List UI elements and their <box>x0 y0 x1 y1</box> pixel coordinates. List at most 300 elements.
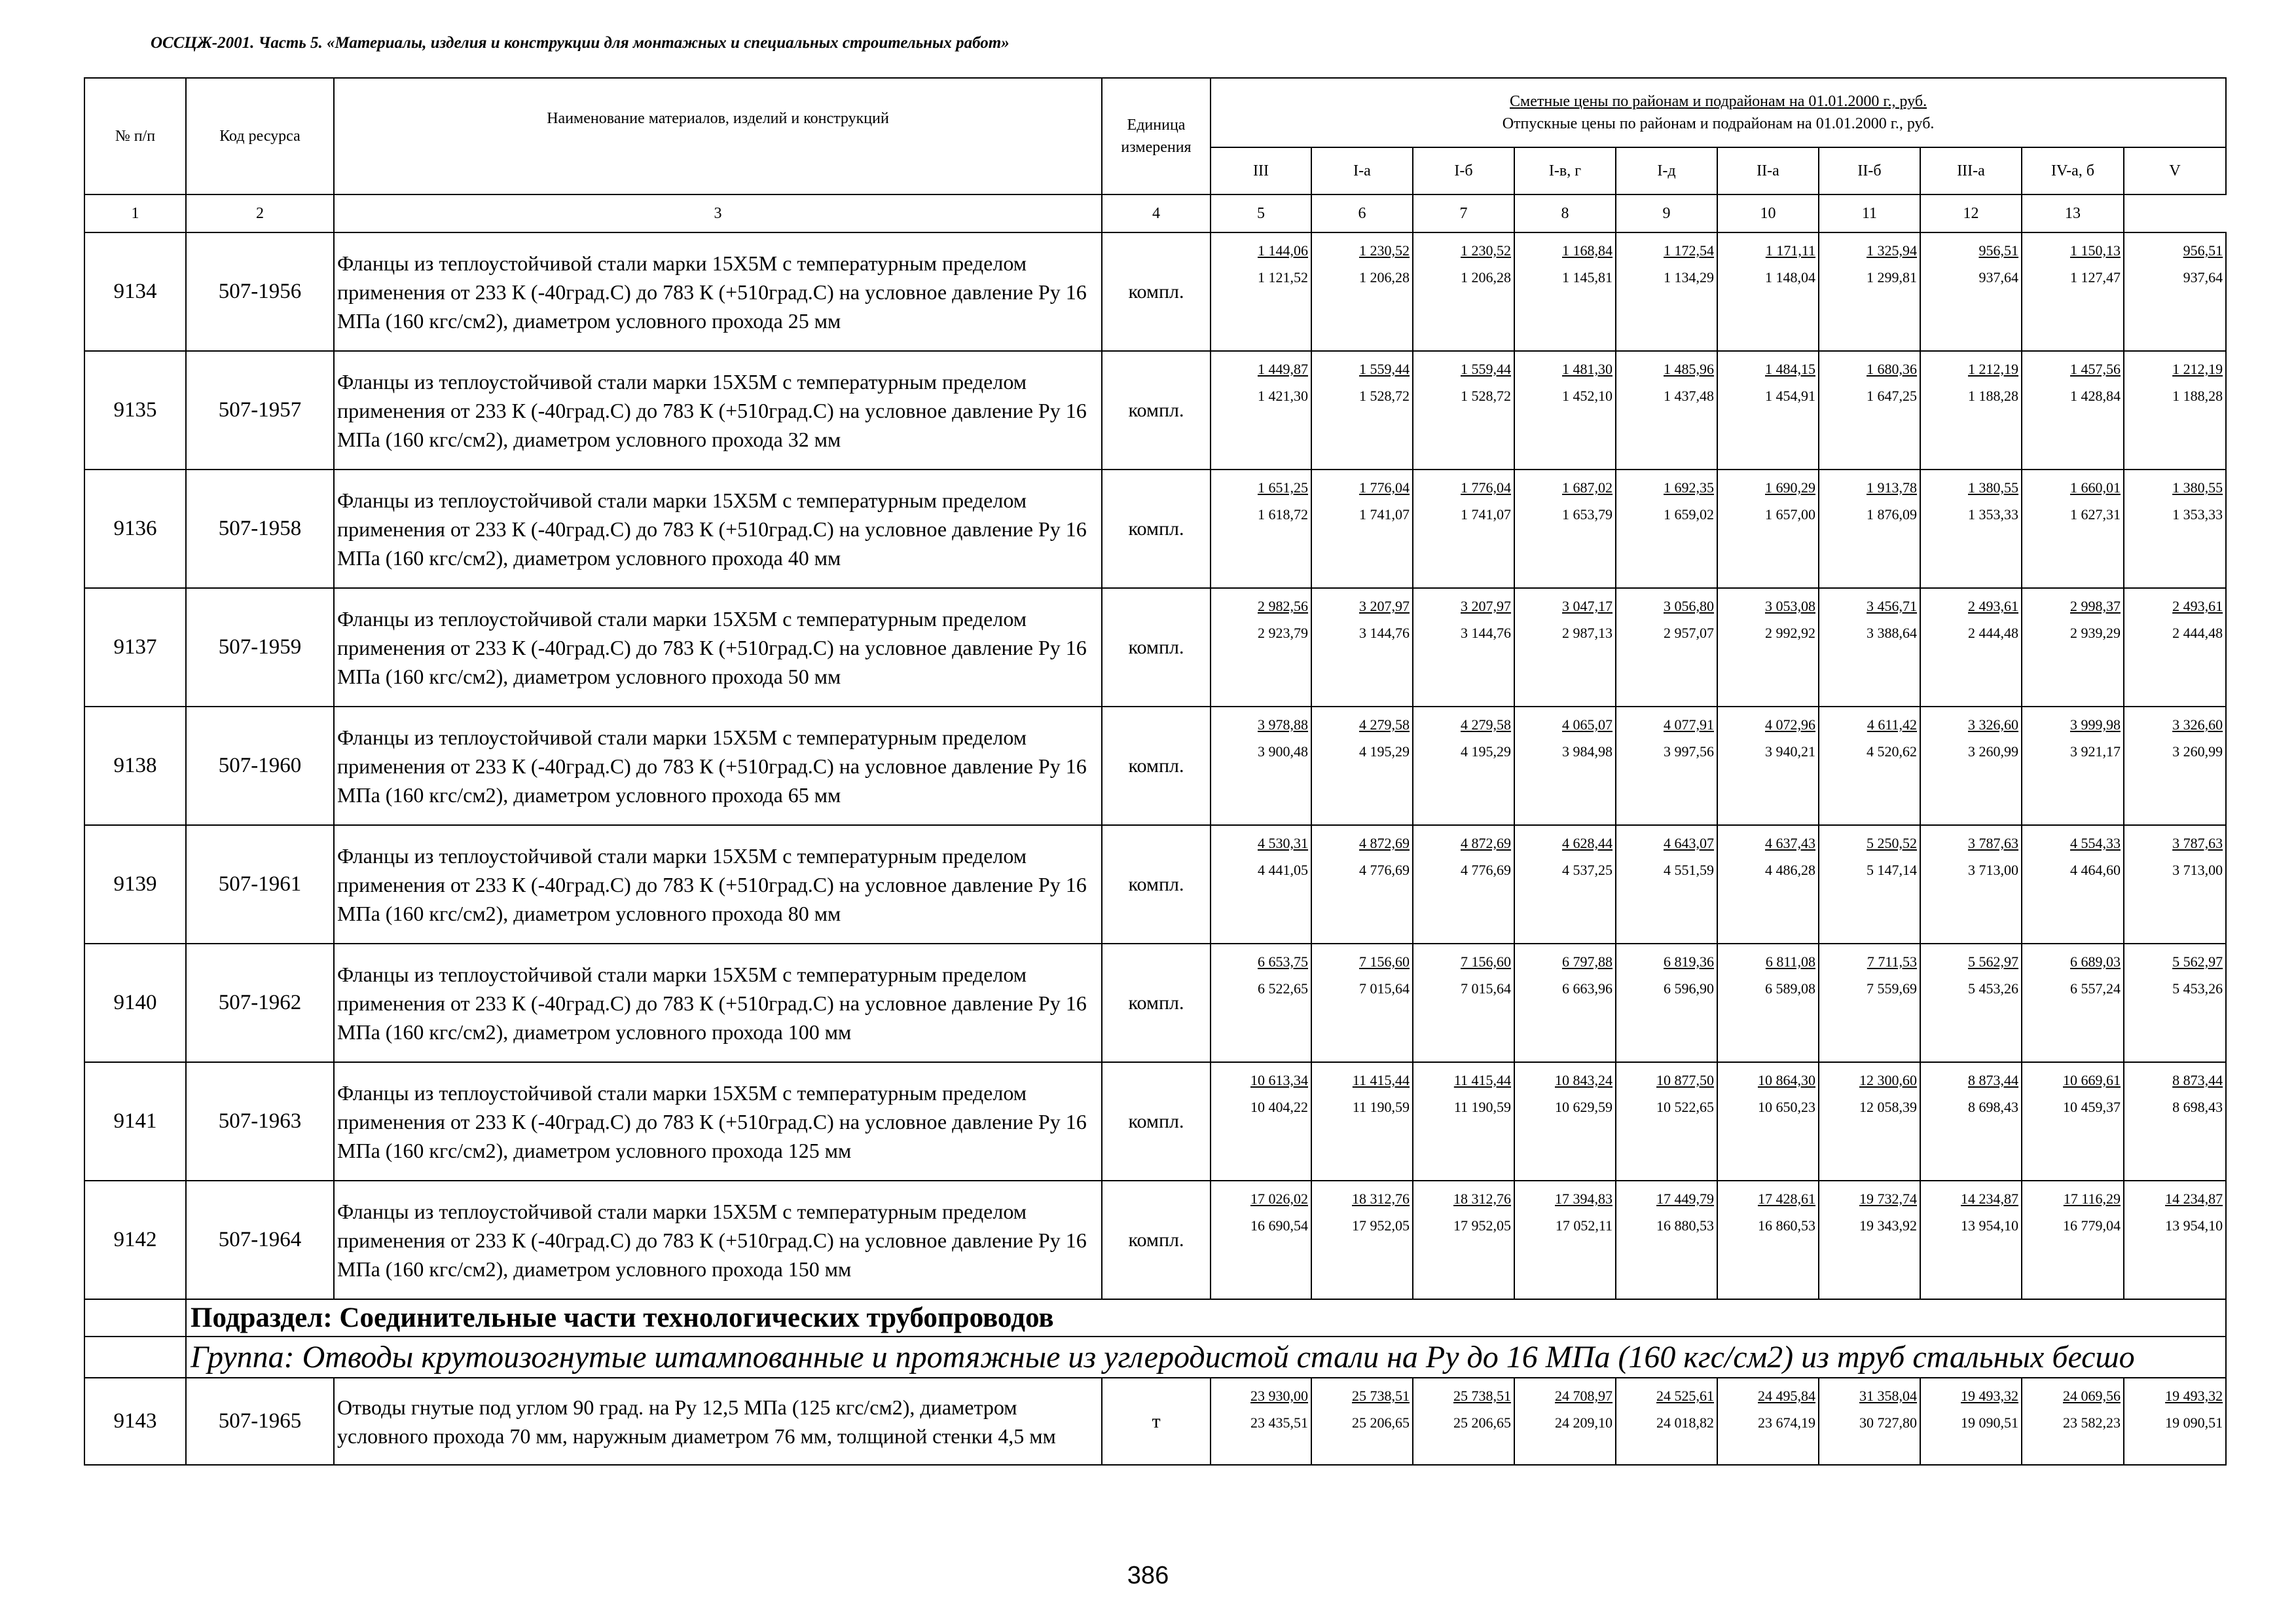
estimate-price: 1 485,96 <box>1664 361 1714 377</box>
column-number: 10 <box>1717 194 1819 232</box>
estimate-price: 1 449,87 <box>1258 361 1308 377</box>
price-cell <box>2022 1062 2124 1181</box>
release-price: 1 437,48 <box>1664 388 1714 404</box>
column-number-row <box>84 194 2226 232</box>
release-price: 10 522,65 <box>1656 1099 1714 1115</box>
price-cell <box>1616 1181 1717 1299</box>
release-price: 13 954,10 <box>2165 1217 2223 1234</box>
price-cell <box>1413 944 1514 1062</box>
price-cell <box>1211 351 1311 470</box>
item-name: Фланцы из теплоустойчивой стали марки 15Х5М с температурным пределом применения от 233 К (-40град.С) до 783 К (+510град.С) на условное давление Ру 16 МПа (160 кгс/см2), диаметром условного прохода 65 мм <box>334 707 1102 825</box>
resource-code: 507-1960 <box>186 707 334 825</box>
release-price: 937,64 <box>1978 269 2018 286</box>
release-price: 8 698,43 <box>1968 1099 2018 1115</box>
item-name: Фланцы из теплоустойчивой стали марки 15Х5М с температурным пределом применения от 233 К (-40град.С) до 783 К (+510град.С) на условное давление Ру 16 МПа (160 кгс/см2), диаметром условного прохода 32 мм <box>334 351 1102 470</box>
resource-code: 507-1961 <box>186 825 334 944</box>
estimate-price: 1 168,84 <box>1562 242 1613 259</box>
estimate-price: 1 680,36 <box>1867 361 1917 377</box>
header-code: Код ресурса <box>186 78 334 194</box>
estimate-price: 1 172,54 <box>1664 242 1714 259</box>
release-price: 937,64 <box>2183 269 2223 286</box>
release-price: 17 052,11 <box>1555 1217 1613 1234</box>
release-price: 1 353,33 <box>1968 506 2018 523</box>
item-name: Отводы гнутые под углом 90 град. на Ру 12,5 МПа (125 кгс/см2), диаметром условного прохода 70 мм, наружным диаметром 76 мм, толщиной стенки 4,5 мм <box>334 1378 1102 1465</box>
release-price: 4 776,69 <box>1461 862 1511 878</box>
header-num: № п/п <box>84 78 186 194</box>
release-price: 4 776,69 <box>1359 862 1410 878</box>
release-price: 24 209,10 <box>1555 1414 1613 1431</box>
estimate-price: 5 250,52 <box>1867 835 1917 851</box>
estimate-price: 1 325,94 <box>1867 242 1917 259</box>
estimate-price: 1 559,44 <box>1461 361 1511 377</box>
estimate-price: 1 687,02 <box>1562 479 1613 496</box>
release-price: 4 464,60 <box>2070 862 2121 878</box>
table-row <box>84 707 2226 825</box>
release-price: 1 145,81 <box>1562 269 1613 286</box>
column-number: 4 <box>1102 194 1211 232</box>
estimate-price: 11 415,44 <box>1352 1072 1410 1088</box>
estimate-price: 1 150,13 <box>2070 242 2121 259</box>
unit: компл. <box>1102 707 1211 825</box>
release-price: 19 090,51 <box>1961 1414 2018 1431</box>
release-price: 6 663,96 <box>1562 980 1613 997</box>
price-cell <box>1413 470 1514 588</box>
price-cell <box>1616 470 1717 588</box>
estimate-price: 1 457,56 <box>2070 361 2121 377</box>
price-cell <box>1413 351 1514 470</box>
price-table <box>84 77 2227 1466</box>
estimate-price: 1 230,52 <box>1359 242 1410 259</box>
estimate-price: 6 689,03 <box>2070 953 2121 970</box>
column-number: 5 <box>1211 194 1311 232</box>
price-cell <box>1920 588 2022 707</box>
price-cell <box>1211 470 1311 588</box>
release-price: 5 453,26 <box>2172 980 2223 997</box>
price-cell <box>1514 707 1616 825</box>
price-cell <box>1514 825 1616 944</box>
release-price: 4 520,62 <box>1867 743 1917 760</box>
release-price: 10 629,59 <box>1555 1099 1613 1115</box>
price-cell <box>2124 1378 2226 1465</box>
region-header: I-а <box>1311 147 1413 194</box>
estimate-price: 24 069,56 <box>2063 1388 2121 1404</box>
price-cell <box>1819 1062 1920 1181</box>
estimate-price: 1 913,78 <box>1867 479 1917 496</box>
estimate-price: 4 872,69 <box>1461 835 1511 851</box>
price-cell <box>1514 944 1616 1062</box>
price-cell <box>1819 588 1920 707</box>
unit: компл. <box>1102 351 1211 470</box>
estimate-price: 3 326,60 <box>1968 716 2018 733</box>
price-cell <box>1717 588 1819 707</box>
release-price: 10 650,23 <box>1758 1099 1815 1115</box>
estimate-price: 956,51 <box>1978 242 2018 259</box>
estimate-price: 19 493,32 <box>2165 1388 2223 1404</box>
release-price: 3 713,00 <box>2172 862 2223 878</box>
price-cell <box>1211 1378 1311 1465</box>
release-price: 10 404,22 <box>1250 1099 1308 1115</box>
estimate-price: 23 930,00 <box>1250 1388 1308 1404</box>
estimate-price: 24 495,84 <box>1758 1388 1815 1404</box>
release-price: 4 551,59 <box>1664 862 1714 878</box>
column-number: 13 <box>2022 194 2124 232</box>
column-number: 2 <box>186 194 334 232</box>
unit: компл. <box>1102 470 1211 588</box>
release-price: 4 486,28 <box>1765 862 1815 878</box>
estimate-price: 24 525,61 <box>1656 1388 1714 1404</box>
release-price: 23 435,51 <box>1250 1414 1308 1431</box>
price-cell <box>1413 1062 1514 1181</box>
subsection-spacer <box>84 1299 186 1337</box>
price-cell <box>1514 351 1616 470</box>
release-price: 2 923,79 <box>1258 625 1308 641</box>
estimate-price: 4 611,42 <box>1867 716 1917 733</box>
estimate-price: 17 026,02 <box>1250 1190 1308 1207</box>
estimate-price: 14 234,87 <box>2165 1190 2223 1207</box>
price-cell <box>1920 351 2022 470</box>
region-header: I-в, г <box>1514 147 1616 194</box>
release-price: 12 058,39 <box>1859 1099 1917 1115</box>
price-cell <box>1413 707 1514 825</box>
estimate-price: 6 797,88 <box>1562 953 1613 970</box>
price-cell <box>1211 1062 1311 1181</box>
release-price: 11 190,59 <box>1453 1099 1511 1115</box>
price-cell <box>2022 1378 2124 1465</box>
price-cell <box>1211 232 1311 351</box>
price-cell <box>2124 470 2226 588</box>
region-header: III-а <box>1920 147 2022 194</box>
estimate-price: 3 978,88 <box>1258 716 1308 733</box>
estimate-price: 17 449,79 <box>1656 1190 1714 1207</box>
item-name: Фланцы из теплоустойчивой стали марки 15Х5М с температурным пределом применения от 233 К (-40град.С) до 783 К (+510град.С) на условное давление Ру 16 МПа (160 кгс/см2), диаметром условного прохода 150 мм <box>334 1181 1102 1299</box>
price-cell <box>1311 588 1413 707</box>
table-row <box>84 1378 2226 1465</box>
release-price: 5 147,14 <box>1867 862 1917 878</box>
group-spacer <box>84 1337 186 1378</box>
price-cell <box>1514 1181 1616 1299</box>
price-cell <box>1920 1181 2022 1299</box>
region-header: II-б <box>1819 147 1920 194</box>
estimate-price: 1 380,55 <box>1968 479 2018 496</box>
header-prices <box>1211 78 2226 147</box>
estimate-price: 10 669,61 <box>2063 1072 2121 1088</box>
release-price: 3 388,64 <box>1867 625 1917 641</box>
release-price: 1 428,84 <box>2070 388 2121 404</box>
region-header: V <box>2124 147 2226 194</box>
column-number: 8 <box>1514 194 1616 232</box>
estimate-price: 6 811,08 <box>1765 953 1815 970</box>
subsection-row <box>84 1299 2226 1337</box>
price-cell <box>1616 825 1717 944</box>
estimate-price: 6 819,36 <box>1664 953 1714 970</box>
item-name: Фланцы из теплоустойчивой стали марки 15Х5М с температурным пределом применения от 233 К (-40град.С) до 783 К (+510град.С) на условное давление Ру 16 МПа (160 кгс/см2), диаметром условного прохода 80 мм <box>334 825 1102 944</box>
price-cell <box>2124 944 2226 1062</box>
table-row <box>84 1062 2226 1181</box>
price-cell <box>1920 232 2022 351</box>
release-price: 1 454,91 <box>1765 388 1815 404</box>
price-cell <box>1413 1181 1514 1299</box>
estimate-price: 3 207,97 <box>1461 598 1511 614</box>
estimate-price: 17 394,83 <box>1555 1190 1613 1207</box>
resource-code: 507-1962 <box>186 944 334 1062</box>
estimate-price: 1 171,11 <box>1765 242 1815 259</box>
unit: т <box>1102 1378 1211 1465</box>
release-price: 3 984,98 <box>1562 743 1613 760</box>
estimate-price: 11 415,44 <box>1453 1072 1511 1088</box>
estimate-price: 7 156,60 <box>1359 953 1410 970</box>
estimate-price: 1 144,06 <box>1258 242 1308 259</box>
release-price: 17 952,05 <box>1453 1217 1511 1234</box>
estimate-price: 24 708,97 <box>1555 1388 1613 1404</box>
release-price: 6 522,65 <box>1258 980 1308 997</box>
release-price: 2 987,13 <box>1562 625 1613 641</box>
release-price: 3 900,48 <box>1258 743 1308 760</box>
estimate-price: 956,51 <box>2183 242 2223 259</box>
price-cell <box>1413 588 1514 707</box>
estimate-price: 3 207,97 <box>1359 598 1410 614</box>
price-cell <box>1311 707 1413 825</box>
region-header: I-б <box>1413 147 1514 194</box>
estimate-price: 4 872,69 <box>1359 835 1410 851</box>
release-price: 4 195,29 <box>1359 743 1410 760</box>
price-cell <box>1311 470 1413 588</box>
release-price: 1 188,28 <box>2172 388 2223 404</box>
price-cell <box>2022 232 2124 351</box>
price-cell <box>1717 470 1819 588</box>
table-row <box>84 1181 2226 1299</box>
unit: компл. <box>1102 1181 1211 1299</box>
row-number: 9141 <box>84 1062 186 1181</box>
region-header: II-а <box>1717 147 1819 194</box>
page-number: 386 <box>1127 1562 1169 1589</box>
price-cell <box>2022 944 2124 1062</box>
release-price: 19 343,92 <box>1859 1217 1917 1234</box>
resource-code: 507-1958 <box>186 470 334 588</box>
price-cell <box>1211 707 1311 825</box>
column-number: 11 <box>1819 194 1920 232</box>
release-price: 3 144,76 <box>1359 625 1410 641</box>
price-cell <box>1311 944 1413 1062</box>
release-price: 3 997,56 <box>1664 743 1714 760</box>
release-price: 1 647,25 <box>1867 388 1917 404</box>
release-price: 8 698,43 <box>2172 1099 2223 1115</box>
estimate-price: 3 326,60 <box>2172 716 2223 733</box>
release-price: 2 939,29 <box>2070 625 2121 641</box>
price-cell <box>1311 1378 1413 1465</box>
release-price: 1 299,81 <box>1867 269 1917 286</box>
price-cell <box>1514 470 1616 588</box>
release-price: 1 452,10 <box>1562 388 1613 404</box>
price-cell <box>2124 825 2226 944</box>
release-price: 1 127,47 <box>2070 269 2121 286</box>
column-number: 12 <box>1920 194 2022 232</box>
header-estimate-prices: Сметные цены по районам и подрайонам на 01.01.2000 г., руб. <box>1510 93 1927 110</box>
price-cell <box>1514 588 1616 707</box>
resource-code: 507-1959 <box>186 588 334 707</box>
estimate-price: 8 873,44 <box>2172 1072 2223 1088</box>
unit: компл. <box>1102 825 1211 944</box>
estimate-price: 1 776,04 <box>1461 479 1511 496</box>
estimate-price: 10 613,34 <box>1250 1072 1308 1088</box>
column-number: 7 <box>1413 194 1514 232</box>
price-cell <box>1311 351 1413 470</box>
price-cell <box>1616 944 1717 1062</box>
price-cell <box>2124 1062 2226 1181</box>
price-cell <box>1311 232 1413 351</box>
price-cell <box>1819 707 1920 825</box>
item-name: Фланцы из теплоустойчивой стали марки 15Х5М с температурным пределом применения от 233 К (-40град.С) до 783 К (+510град.С) на условное давление Ру 16 МПа (160 кгс/см2), диаметром условного прохода 25 мм <box>334 232 1102 351</box>
estimate-price: 12 300,60 <box>1859 1072 1917 1088</box>
estimate-price: 1 559,44 <box>1359 361 1410 377</box>
price-cell <box>1616 1062 1717 1181</box>
price-cell <box>2022 825 2124 944</box>
release-price: 25 206,65 <box>1352 1414 1410 1431</box>
table-row <box>84 470 2226 588</box>
release-price: 3 921,17 <box>2070 743 2121 760</box>
release-price: 6 557,24 <box>2070 980 2121 997</box>
release-price: 2 444,48 <box>2172 625 2223 641</box>
unit: компл. <box>1102 1062 1211 1181</box>
estimate-price: 4 643,07 <box>1664 835 1714 851</box>
estimate-price: 3 787,63 <box>2172 835 2223 851</box>
release-price: 24 018,82 <box>1656 1414 1714 1431</box>
row-number: 9143 <box>84 1378 186 1465</box>
estimate-price: 4 077,91 <box>1664 716 1714 733</box>
release-price: 1 627,31 <box>2070 506 2121 523</box>
price-cell <box>1616 1378 1717 1465</box>
price-cell <box>1211 1181 1311 1299</box>
price-cell <box>2022 351 2124 470</box>
region-header: IV-а, б <box>2022 147 2124 194</box>
price-cell <box>1413 1378 1514 1465</box>
header-name: Наименование материалов, изделий и конструкций <box>334 78 1102 194</box>
resource-code: 507-1963 <box>186 1062 334 1181</box>
price-cell <box>1717 232 1819 351</box>
release-price: 7 559,69 <box>1867 980 1917 997</box>
price-cell <box>2124 588 2226 707</box>
estimate-price: 1 230,52 <box>1461 242 1511 259</box>
release-price: 3 260,99 <box>1968 743 2018 760</box>
price-cell <box>1920 944 2022 1062</box>
release-price: 1 528,72 <box>1359 388 1410 404</box>
item-name: Фланцы из теплоустойчивой стали марки 15Х5М с температурным пределом применения от 233 К (-40град.С) до 783 К (+510град.С) на условное давление Ру 16 МПа (160 кгс/см2), диаметром условного прохода 40 мм <box>334 470 1102 588</box>
price-cell <box>1616 588 1717 707</box>
estimate-price: 31 358,04 <box>1859 1388 1917 1404</box>
estimate-price: 1 484,15 <box>1765 361 1815 377</box>
price-cell <box>1616 351 1717 470</box>
estimate-price: 4 530,31 <box>1258 835 1308 851</box>
release-price: 3 144,76 <box>1461 625 1511 641</box>
price-cell <box>2022 470 2124 588</box>
release-price: 1 659,02 <box>1664 506 1714 523</box>
estimate-price: 7 711,53 <box>1867 953 1917 970</box>
estimate-price: 18 312,76 <box>1453 1190 1511 1207</box>
price-cell <box>1717 351 1819 470</box>
region-header: III <box>1211 147 1311 194</box>
release-price: 4 537,25 <box>1562 862 1613 878</box>
estimate-price: 10 843,24 <box>1555 1072 1613 1088</box>
release-price: 2 444,48 <box>1968 625 2018 641</box>
price-cell <box>1616 232 1717 351</box>
price-cell <box>2124 351 2226 470</box>
estimate-price: 4 279,58 <box>1359 716 1410 733</box>
release-price: 13 954,10 <box>1961 1217 2018 1234</box>
estimate-price: 6 653,75 <box>1258 953 1308 970</box>
price-cell <box>1920 470 2022 588</box>
release-price: 1 206,28 <box>1359 269 1410 286</box>
estimate-price: 10 864,30 <box>1758 1072 1815 1088</box>
release-price: 3 260,99 <box>2172 743 2223 760</box>
price-cell <box>1920 707 2022 825</box>
row-number: 9134 <box>84 232 186 351</box>
unit: компл. <box>1102 588 1211 707</box>
estimate-price: 4 279,58 <box>1461 716 1511 733</box>
estimate-price: 19 493,32 <box>1961 1388 2018 1404</box>
release-price: 1 148,04 <box>1765 269 1815 286</box>
release-price: 10 459,37 <box>2063 1099 2121 1115</box>
release-price: 16 880,53 <box>1656 1217 1714 1234</box>
release-price: 4 441,05 <box>1258 862 1308 878</box>
price-cell <box>1819 944 1920 1062</box>
price-cell <box>1311 1181 1413 1299</box>
item-name: Фланцы из теплоустойчивой стали марки 15Х5М с температурным пределом применения от 233 К (-40град.С) до 783 К (+510град.С) на условное давление Ру 16 МПа (160 кгс/см2), диаметром условного прохода 50 мм <box>334 588 1102 707</box>
release-price: 7 015,64 <box>1461 980 1511 997</box>
estimate-price: 17 428,61 <box>1758 1190 1815 1207</box>
estimate-price: 18 312,76 <box>1352 1190 1410 1207</box>
price-cell <box>1211 944 1311 1062</box>
row-number: 9135 <box>84 351 186 470</box>
price-cell <box>1413 232 1514 351</box>
price-cell <box>1920 1378 2022 1465</box>
estimate-price: 8 873,44 <box>1968 1072 2018 1088</box>
column-number: 3 <box>334 194 1102 232</box>
estimate-price: 4 072,96 <box>1765 716 1815 733</box>
release-price: 1 206,28 <box>1461 269 1511 286</box>
price-cell <box>1311 1062 1413 1181</box>
estimate-price: 1 651,25 <box>1258 479 1308 496</box>
release-price: 4 195,29 <box>1461 743 1511 760</box>
price-cell <box>2022 588 2124 707</box>
estimate-price: 25 738,51 <box>1352 1388 1410 1404</box>
estimate-price: 1 776,04 <box>1359 479 1410 496</box>
estimate-price: 2 493,61 <box>1968 598 2018 614</box>
resource-code: 507-1965 <box>186 1378 334 1465</box>
price-cell <box>1514 1378 1616 1465</box>
header-release-prices: Отпускные цены по районам и подрайонам на 01.01.2000 г., руб. <box>1502 115 1935 132</box>
estimate-price: 1 660,01 <box>2070 479 2121 496</box>
estimate-price: 2 493,61 <box>2172 598 2223 614</box>
estimate-price: 3 787,63 <box>1968 835 2018 851</box>
release-price: 25 206,65 <box>1453 1414 1511 1431</box>
row-number: 9138 <box>84 707 186 825</box>
price-cell <box>1920 825 2022 944</box>
group-title: Группа: Отводы крутоизогнутые штампованные и протяжные из углеродистой стали на Ру до 16 МПа (160 кгс/см2) из труб стальных бесшо <box>186 1337 2226 1378</box>
estimate-price: 1 212,19 <box>2172 361 2223 377</box>
price-cell <box>1514 1062 1616 1181</box>
release-price: 23 674,19 <box>1758 1414 1815 1431</box>
estimate-price: 3 047,17 <box>1562 598 1613 614</box>
estimate-price: 1 481,30 <box>1562 361 1613 377</box>
item-name: Фланцы из теплоустойчивой стали марки 15Х5М с температурным пределом применения от 233 К (-40град.С) до 783 К (+510град.С) на условное давление Ру 16 МПа (160 кгс/см2), диаметром условного прохода 100 мм <box>334 944 1102 1062</box>
price-cell <box>1819 351 1920 470</box>
estimate-price: 4 554,33 <box>2070 835 2121 851</box>
estimate-price: 3 053,08 <box>1765 598 1815 614</box>
release-price: 30 727,80 <box>1859 1414 1917 1431</box>
release-price: 1 353,33 <box>2172 506 2223 523</box>
release-price: 1 657,00 <box>1765 506 1815 523</box>
item-name: Фланцы из теплоустойчивой стали марки 15Х5М с температурным пределом применения от 233 К (-40град.С) до 783 К (+510град.С) на условное давление Ру 16 МПа (160 кгс/см2), диаметром условного прохода 125 мм <box>334 1062 1102 1181</box>
unit: компл. <box>1102 232 1211 351</box>
